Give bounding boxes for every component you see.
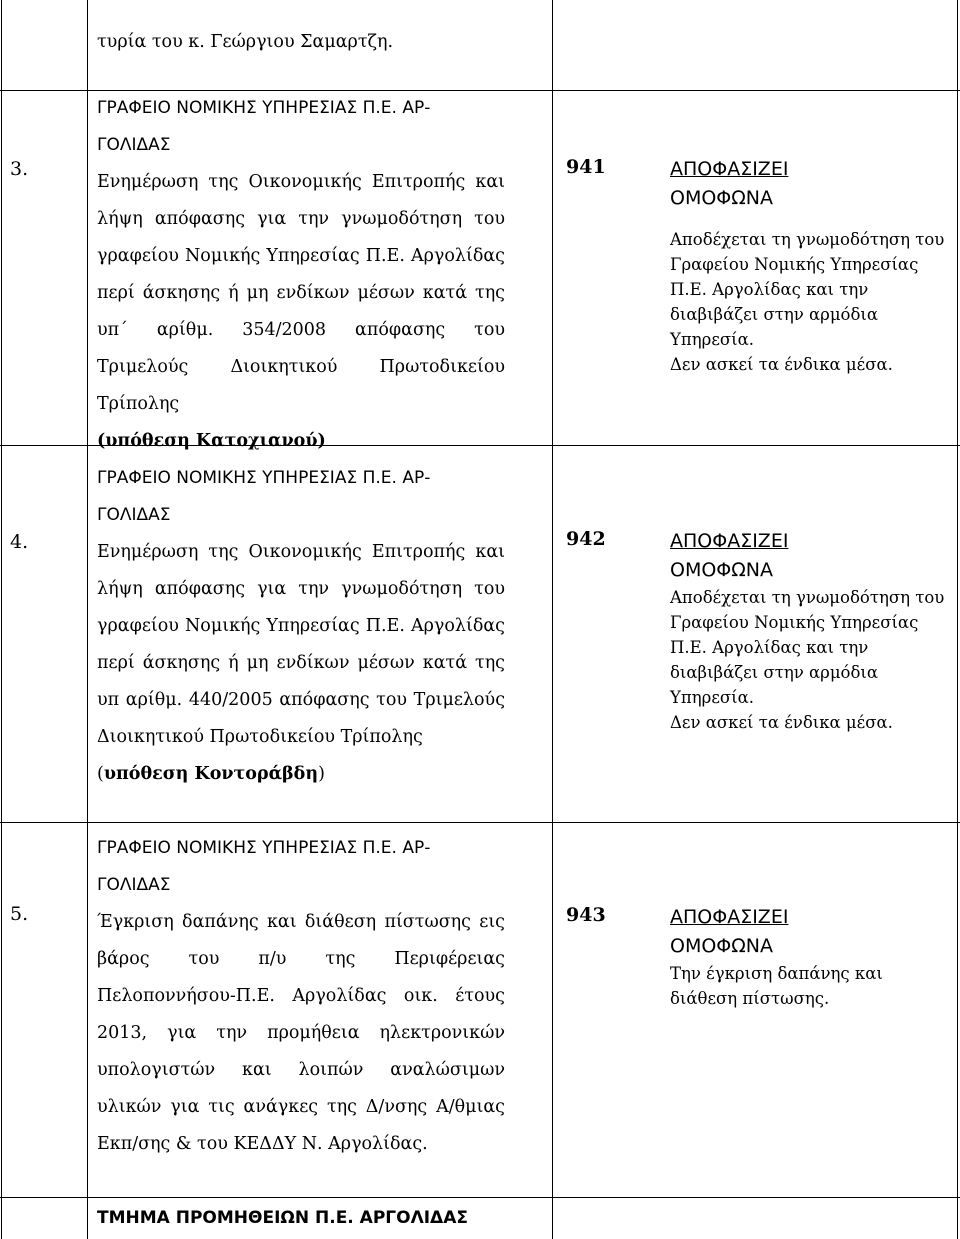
result-heading-line2: ΟΜΟΦΩΝΑ <box>670 935 773 957</box>
item-description: Ενημέρωση της Οικονομικής Επιτροπής και λήψη απόφασης για την γνωμοδότηση του γραφείου Νομικής Υπηρεσίας Π.Ε. Αργολίδας περί άσκησης ή μη ενδίκων μέσων κατά της υπ΄ αρίθμ. 354/2008 απόφασης του Τριμελούς Διοικητικού Πρωτοδικείου Τρίπολης <box>97 172 505 414</box>
decision-number: 943 <box>566 904 606 926</box>
agenda-item-4 <box>97 460 505 793</box>
agenda-item-5 <box>97 830 505 1163</box>
agenda-item-3 <box>97 90 505 460</box>
result-note: Δεν ασκεί τα ένδικα μέσα. <box>670 355 893 374</box>
case-open-paren: ( <box>97 764 104 784</box>
office-heading-line1: ΓΡΑΦΕΙΟ ΝΟΜΙΚΗΣ ΥΠΗΡΕΣΙΑΣ Π.Ε. ΑΡ- <box>97 468 431 488</box>
result-heading-line2: ΟΜΟΦΩΝΑ <box>670 187 773 209</box>
top-continuation-text: τυρία του κ. Γεώργιου Σαμαρτζη. <box>97 32 394 52</box>
case-label <box>97 756 505 793</box>
office-heading-line2: ΓΟΛΙΔΑΣ <box>97 875 171 895</box>
office-heading-line2: ΓΟΛΙΔΑΣ <box>97 135 171 155</box>
result-heading-line2: ΟΜΟΦΩΝΑ <box>670 559 773 581</box>
item-number: 5. <box>10 903 29 925</box>
office-heading <box>97 90 505 164</box>
table-border-right <box>957 0 958 1239</box>
item-number: 4. <box>10 531 29 553</box>
case-label: (υπόθεση Κατοχιανού) <box>97 431 326 451</box>
item-description: Ενημέρωση της Οικονομικής Επιτροπής και λήψη απόφασης για την γνωμοδότηση του γραφείου Νομικής Υπηρεσίας Π.Ε. Αργολίδας περί άσκησης ή μη ενδίκων μέσων κατά της υπ αρίθμ. 440/2005 απόφασης του Τριμελούς Διοικητικού Πρωτοδικείου Τρίπολης <box>97 542 505 747</box>
decision-number: 942 <box>566 528 606 550</box>
row-divider <box>0 1197 960 1198</box>
case-name: υπόθεση Κοντοράβδη <box>103 764 319 784</box>
table-border-left <box>1 0 2 1239</box>
office-heading <box>97 830 505 904</box>
decision-number: 941 <box>566 156 606 178</box>
item-description: Έγκριση δαπάνης και διάθεση πίστωσης εις βάρος του π/υ της Περιφέρειας Πελοποννήσου-Π.Ε. Αργολίδας οικ. έτους 2013, για την προμήθεια ηλεκτρονικών υπολογιστών και λοιπών αναλώσιμων υλικών για τις ανάγκες της Δ/νσης Α/θμιας Εκπ/σης & του ΚΕΔΔΥ Ν. Αργολίδας. <box>97 912 505 1154</box>
case-close-paren: ) <box>318 764 325 784</box>
result-note: Δεν ασκεί τα ένδικα μέσα. <box>670 713 893 732</box>
row-divider <box>0 822 960 823</box>
result-heading-line1: ΑΠΟΦΑΣΙΖΕΙ <box>670 530 789 552</box>
column-divider-number <box>87 0 88 1239</box>
next-section-heading: ΤΜΗΜΑ ΠΡΟΜΗΘΕΙΩΝ Π.Ε. ΑΡΓΟΛΙΔΑΣ <box>97 1208 468 1228</box>
office-heading-line2: ΓΟΛΙΔΑΣ <box>97 505 171 525</box>
decision-result <box>670 155 950 377</box>
result-text: Αποδέχεται τη γνωμοδότηση του Γραφείου Νομικής Υπηρεσίας Π.Ε. Αργολίδας και την διαβιβάζει στην αρμόδια Υπηρεσία. <box>670 588 945 707</box>
decision-result <box>670 903 950 1011</box>
office-heading <box>97 460 505 534</box>
item-number: 3. <box>10 158 29 180</box>
office-heading-line1: ΓΡΑΦΕΙΟ ΝΟΜΙΚΗΣ ΥΠΗΡΕΣΙΑΣ Π.Ε. ΑΡ- <box>97 838 431 858</box>
result-text: Αποδέχεται τη γνωμοδότηση του Γραφείου Νομικής Υπηρεσίας Π.Ε. Αργολίδας και την διαβιβάζει στην αρμόδια Υπηρεσία. <box>670 230 945 349</box>
column-divider-subject <box>552 0 553 1239</box>
result-heading-line1: ΑΠΟΦΑΣΙΖΕΙ <box>670 906 789 928</box>
result-heading-line1: ΑΠΟΦΑΣΙΖΕΙ <box>670 158 789 180</box>
result-text: Την έγκριση δαπάνης και διάθεση πίστωσης. <box>670 964 883 1008</box>
office-heading-line1: ΓΡΑΦΕΙΟ ΝΟΜΙΚΗΣ ΥΠΗΡΕΣΙΑΣ Π.Ε. ΑΡ- <box>97 98 431 118</box>
decision-result <box>670 527 950 735</box>
